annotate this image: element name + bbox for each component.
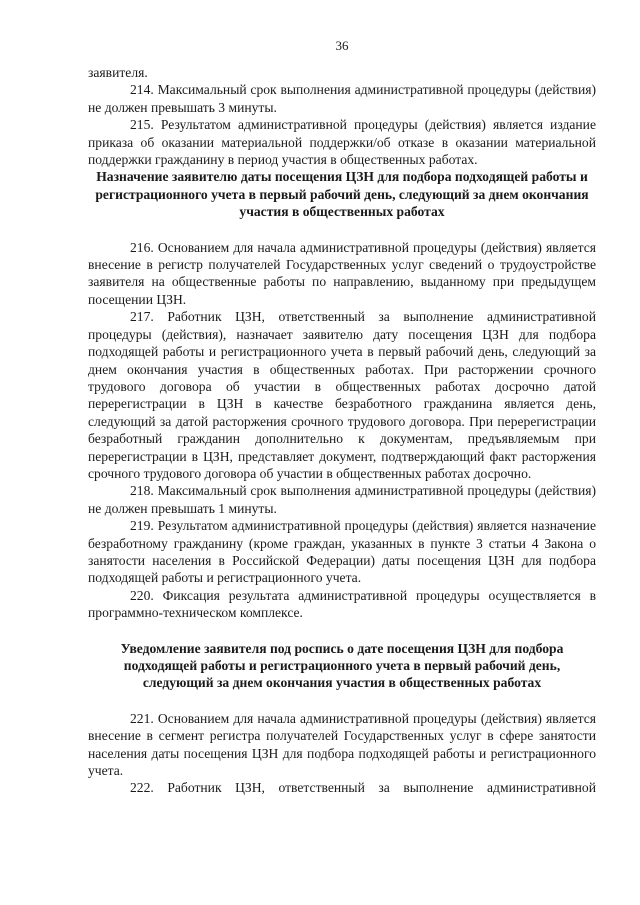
paragraph-216: 216. Основанием для начала административной процедуры (действия) является внесение в регистр получателей Государственных услуг сведений о трудоустройстве заявителя на общественные работы по направлению, выданному при предыдущем посещении ЦЗН. [88,239,596,307]
section-heading-notification: Уведомление заявителя под роспись о дате посещения ЦЗН для подбора подходящей работы и регистрационного учета в первый рабочий день, следующий за днем окончания участия в общественных работах [120,640,564,691]
paragraph-continuation: заявителя. [88,65,148,80]
section-spacer [88,622,596,640]
paragraph-214: 214. Максимальный срок выполнения административной процедуры (действия) не должен превышать 3 минуты. [88,82,596,115]
heading-spacer [88,221,596,239]
document-body [88,64,596,797]
paragraph-222: 222. Работник ЦЗН, ответственный за выполнение административной [130,780,596,796]
section-heading-appointment-date: Назначение заявителю даты посещения ЦЗН для подбора подходящей работы и регистрационного учета в первый рабочий день, следующий за днем окончания участия в общественных работах [95,169,589,220]
paragraph-215: 215. Результатом административной процедуры (действия) является издание приказа об оказании материальной поддержки/об отказе в оказании материальной поддержки гражданину в период участия в общественных работах. [88,117,596,168]
paragraph-221: 221. Основанием для начала административной процедуры (действия) является внесение в сегмент регистра получателей Государственных услуг в сфере занятости населения даты посещения ЦЗН для подбора подходящей работы и регистрационного учета. [88,710,596,779]
heading-spacer [88,692,596,710]
page-number: 36 [335,38,349,53]
paragraph-220: 220. Фиксация результата административной процедуры осуществляется в программно-техническом комплексе. [88,587,596,621]
paragraph-219: 219. Результатом административной процедуры (действия) является назначение безработному гражданину (кроме граждан, указанных в пункте 3 статьи 4 Закона о занятости населения в Российской Федерации) даты посещения ЦЗН для подбора подходящей работы и регистрационного учета. [88,518,596,586]
paragraph-218: 218. Максимальный срок выполнения административной процедуры (действия) не должен превышать 1 минуты. [88,483,596,516]
paragraph-217: 217. Работник ЦЗН, ответственный за выполнение административной процедуры (действия), назначает заявителю дату посещения ЦЗН для подбора подходящей работы и регистрационного учета в первый рабочий день, следующий за днем окончания участия в общественных работах. При расторжении срочного трудового договора об участии в общественных работах досрочно датой перерегистрации в ЦЗН в качестве безработного гражданина является день, следующий за датой расторжения срочного трудового договора. При перерегистрации безработный гражданин дополнительно к документам, предъявляемым при перерегистрации в ЦЗН, представляет документ, подтверждающий факт расторжения срочного трудового договора об участии в общественных работах досрочно. [88,309,596,481]
